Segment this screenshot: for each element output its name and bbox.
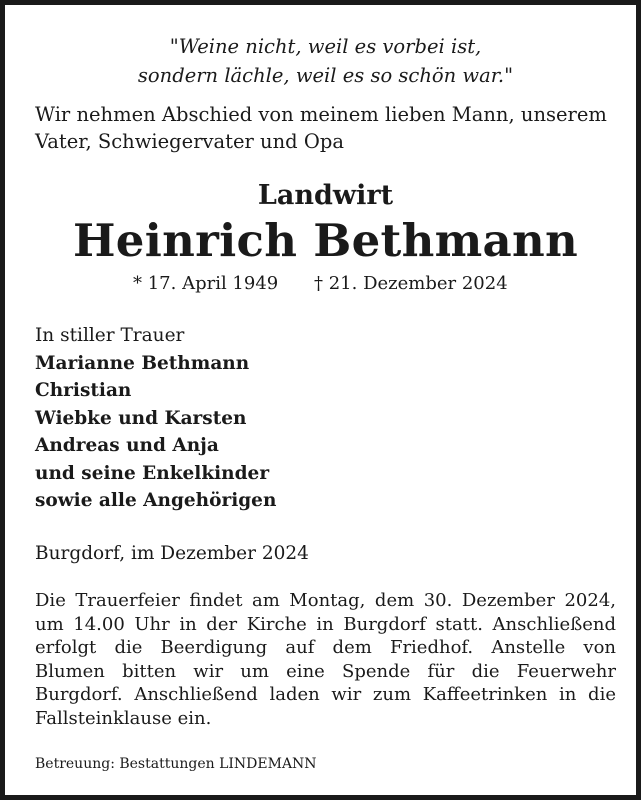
mourning-heading: In stiller Trauer <box>35 325 185 346</box>
details-line: erfolgt die Beerdigung auf dem Friedhof. Anstelle von <box>35 637 616 658</box>
death-date: † 21. Dezember 2024 <box>314 273 508 294</box>
details-line: Blumen bitten wir um eine Spende für die Feuerwehr <box>35 660 616 682</box>
birth-date: * 17. April 1949 <box>133 273 279 294</box>
deceased-name: Heinrich Bethmann <box>72 214 579 267</box>
intro-line-2: Vater, Schwiegervater und Opa <box>35 130 344 153</box>
mourner-name: Marianne Bethmann <box>35 353 250 374</box>
details-line: Die Trauerfeier findet am Montag, dem 30. Dezember 2024, <box>35 590 616 611</box>
undertaker-credit: Betreuung: Bestattungen LINDEMANN <box>35 756 317 772</box>
mourner-name: Christian <box>35 380 132 401</box>
details-line: um 14.00 Uhr in der Kirche in Burgdorf statt. Anschließend <box>35 613 616 635</box>
quote-line-1: "Weine nicht, weil es vorbei ist, <box>169 35 482 58</box>
mourner-name: Andreas und Anja <box>35 435 219 456</box>
details-line: Fallsteinklause ein. <box>35 707 212 729</box>
quote-line-2: sondern lächle, weil es so schön war." <box>137 64 514 87</box>
intro-line-1: Wir nehmen Abschied von meinem lieben Mann, unserem <box>35 103 607 126</box>
mourner-name: und seine Enkelkinder <box>35 463 270 484</box>
deceased-occupation: Landwirt <box>257 180 394 211</box>
details-line: Burgdorf. Anschließend laden wir zum Kaffeetrinken in die <box>35 684 616 705</box>
mourner-name: sowie alle Angehörigen <box>35 490 277 511</box>
place-and-date: Burgdorf, im Dezember 2024 <box>35 543 309 564</box>
mourner-name: Wiebke und Karsten <box>35 408 247 429</box>
funeral-details <box>35 589 616 730</box>
